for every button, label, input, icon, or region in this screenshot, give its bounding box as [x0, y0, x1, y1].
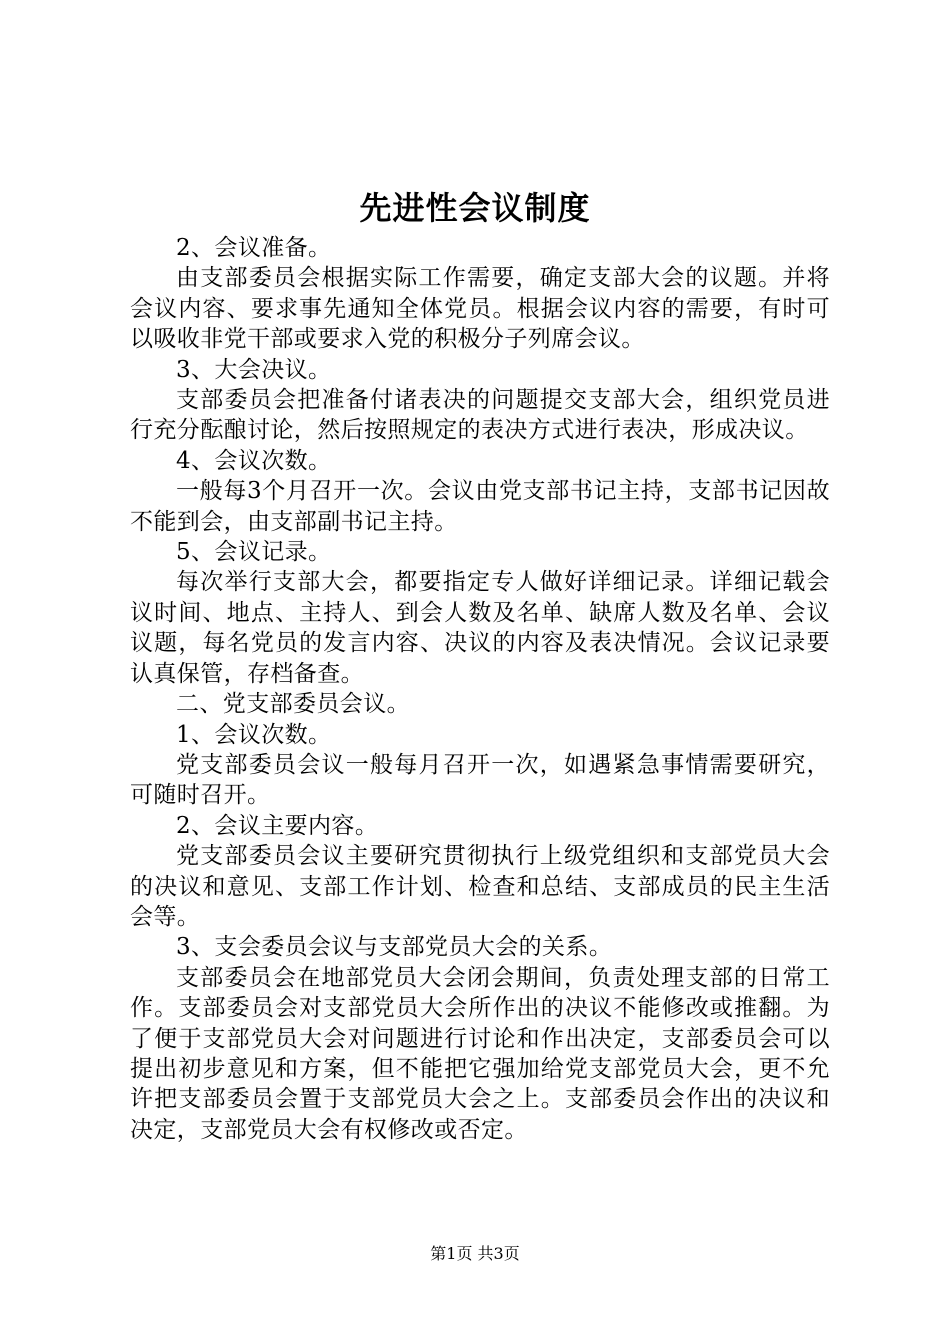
section-heading: 2、会议主要内容。: [176, 812, 379, 839]
section-heading: 5、会议记录。: [176, 539, 332, 566]
body-paragraph: 支部委员会在地部党员大会闭会期间，负责处理支部的日常工作。支部委员会对支部党员大会所作出的决议不能修改或推翻。为了便于支部党员大会对问题进行讨论和作出决定，支部委员会可以提出初步意见和方案，但不能把它强加给党支部党员大会，更不允许把支部委员会置于支部党员大会之上。支部委员会作出的决议和决定，支部党员大会有权修改或否定。: [130, 964, 830, 1143]
body-paragraph: 由支部委员会根据实际工作需要，确定支部大会的议题。并将会议内容、要求事先通知全体党员。根据会议内容的需要，有时可以吸收非党干部或要求入党的积极分子列席会议。: [130, 265, 830, 353]
section-heading: 4、会议次数。: [176, 447, 332, 474]
document-title: 先进性会议制度: [359, 189, 591, 227]
body-paragraph: 党支部委员会议主要研究贯彻执行上级党组织和支部党员大会的决议和意见、支部工作计划、检查和总结、支部成员的民主生活会等。: [130, 843, 830, 930]
section-heading: 3、支会委员会议与支部党员大会的关系。: [176, 934, 613, 961]
body-paragraph: 每次举行支部大会，都要指定专人做好详细记录。详细记载会议时间、地点、主持人、到会人数及名单、缺席人数及名单、会议议题，每名党员的发言内容、决议的内容及表决情况。会议记录要认真保管，存档备查。: [130, 569, 830, 687]
section-heading: 3、大会决议。: [176, 356, 332, 383]
section-heading: 2、会议准备。: [176, 235, 332, 261]
section-heading: 1、会议次数。: [176, 721, 332, 748]
chapter-heading: 二、党支部委员会议。: [176, 691, 410, 718]
document-body: [130, 233, 830, 1145]
body-paragraph: 一般每3个月召开一次。会议由党支部书记主持，支部书记因故不能到会，由支部副书记主持。: [130, 478, 830, 535]
body-paragraph: 党支部委员会议一般每月召开一次，如遇紧急事情需要研究，可随时召开。: [130, 751, 830, 809]
page-footer: 第1页 共3页: [430, 1244, 520, 1263]
body-paragraph: 支部委员会把准备付诸表决的问题提交支部大会，组织党员进行充分酝酿讨论，然后按照规定的表决方式进行表决，形成决议。: [130, 387, 830, 444]
